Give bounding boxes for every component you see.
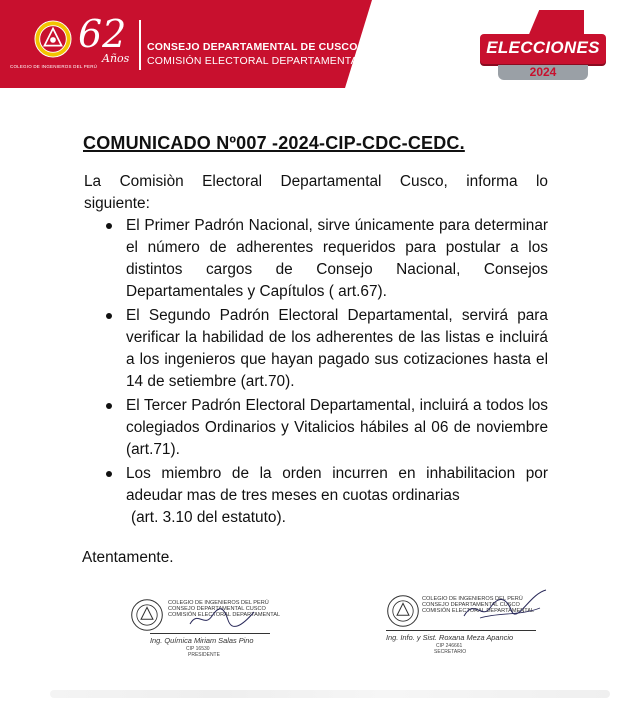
bullet-text: El Primer Padrón Nacional, sirve únicamente para determinar el número de adherentes requeridos para postular a los distintos cargos de Consejo Nacional, Consejos Departamentales y Capítulos ( art.67). [126,217,548,300]
list-item [104,215,548,303]
stamp-org-line3: COMISIÓN ELECTORAL DEPARTAMENTAL [422,608,535,614]
signer-cip: CIP 246661 [436,643,463,649]
intro-line1: La Comisiòn Electoral Departamental Cusco, informa lo [84,173,548,190]
bullet-list [104,215,548,531]
list-item [104,305,548,393]
cip-logo-icon [34,20,72,58]
stamp-org-line2: CONSEJO DEPARTAMENTAL CUSCO [168,606,266,612]
bullet-icon [106,313,112,319]
anniversary-word: Años [102,52,130,65]
anniversary-number: 62 [78,12,127,56]
elections-word: ELECCIONES [486,38,600,57]
seal-icon [130,598,164,632]
org-name-line1: CONSEJO DEPARTAMENTAL DE CUSCO [147,41,358,53]
list-item [104,463,548,529]
signer-role: PRESIDENTE [188,652,220,658]
signer-name: Ing. Info. y Sist. Roxana Meza Apancio [386,633,514,642]
bullet-icon [106,471,112,477]
signer-cip: CIP 16530 [186,646,210,652]
signer-name: Ing. Química Miriam Salas Pino [150,636,254,645]
bullet-text: El Tercer Padrón Electoral Departamental, incluirá a todos los colegiados Ordinarios y Vitalicios hábiles al 06 de noviembre (art.71). [126,397,548,458]
elections-badge [478,8,608,82]
document-title: COMUNICADO Nº007 -2024-CIP-CDC-CEDC. [83,133,465,153]
closing-salutation: Atentamente. [82,549,174,566]
stamp-org-line3: COMISIÓN ELECTORAL DEPARTAMENTAL [168,612,281,618]
signature-block-secretary [380,588,560,658]
stamp-org-line1: COLEGIO DE INGENIEROS DEL PERÚ [168,600,269,606]
header-banner [0,0,643,88]
org-name-line2: COMISIÓN ELECTORAL DEPARTAMENTAL [147,55,364,67]
stamp-org-line2: CONSEJO DEPARTAMENTAL CUSCO [422,602,520,608]
signature-block-president [128,598,298,658]
header-divider [139,20,141,70]
handwritten-signature [188,606,258,630]
signer-role: SECRETARIO [434,649,467,655]
faded-footer-text [50,690,610,698]
signature-line [150,633,270,634]
intro-line2: siguiente: [84,195,150,212]
bullet-text: El Segundo Padrón Electoral Departamental, servirá para verificar la habilidad de los adherentes de las listas e incluirá a los ingenieros que hayan pagado sus cotizaciones hasta el 14 de setiembre (art.70). [126,307,548,390]
bullet-icon [106,403,112,409]
bullet-text: Los miembro de la orden incurren en inhabilitacion por adeudar mas de tres meses en cuotas ordinarias [126,465,548,504]
elections-year: 2024 [529,65,557,79]
handwritten-signature [460,588,550,624]
list-item [104,395,548,461]
bullet-icon [106,223,112,229]
seal-icon [386,594,420,628]
anniversary-mark [78,12,134,72]
logo-caption: COLEGIO DE INGENIEROS DEL PERÚ [10,64,98,69]
bullet-reference: (art. 3.10 del estatuto). [131,509,286,526]
signature-line [386,630,536,631]
stamp-org-line1: COLEGIO DE INGENIEROS DEL PERÚ [422,596,523,602]
